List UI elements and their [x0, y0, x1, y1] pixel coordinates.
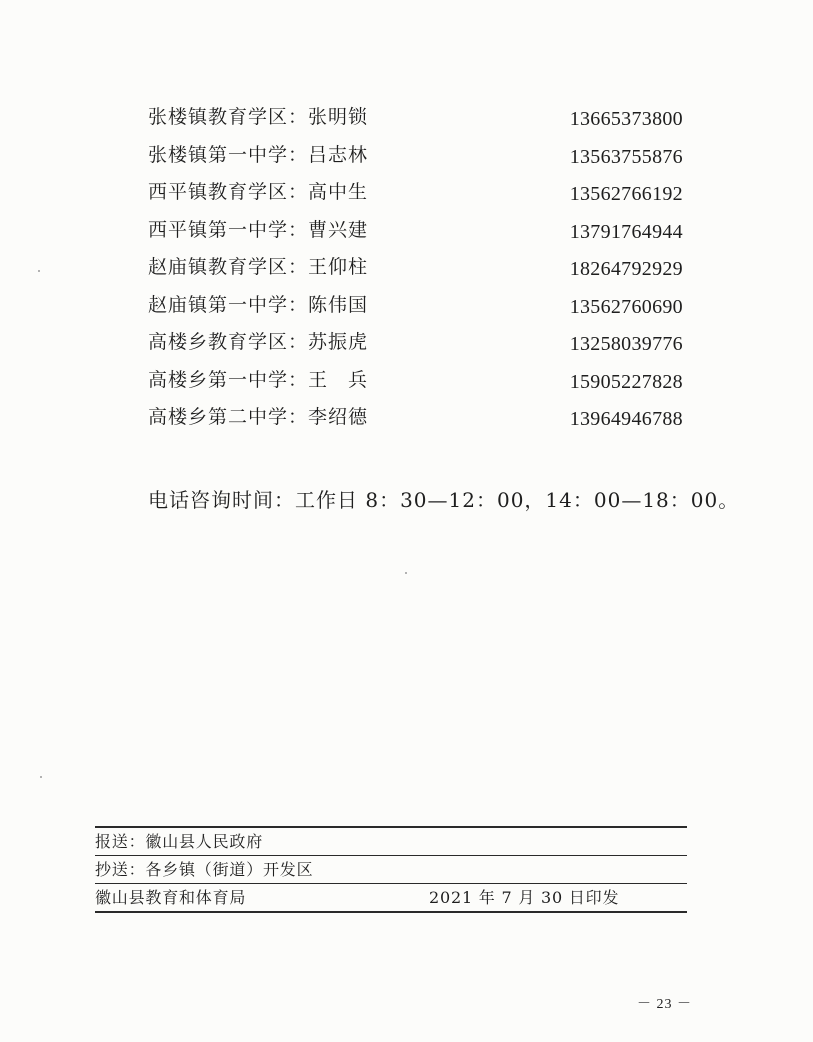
issue-date: 2021 年 7 月 30 日印发	[429, 888, 620, 907]
contact-label: 高楼乡第一中学：王 兵	[148, 368, 369, 391]
consultation-hours: 电话咨询时间：工作日 8：30—12：00，14：00—18：00。	[148, 488, 740, 512]
contact-label: 西平镇教育学区：高中生	[148, 181, 369, 203]
contact-phone: 13562766192	[569, 183, 683, 205]
contact-row	[148, 100, 693, 138]
contact-label: 高楼乡教育学区：苏振虎	[148, 331, 369, 353]
distribution-block	[95, 826, 687, 913]
contact-phone: 13258039776	[569, 333, 683, 355]
contact-label: 赵庙镇教育学区：王仰柱	[148, 256, 369, 278]
contact-row	[148, 363, 693, 401]
divider-line	[95, 911, 687, 913]
contact-row	[148, 175, 693, 213]
contact-label: 赵庙镇第一中学：陈伟国	[148, 293, 369, 316]
contact-phone: 13665373800	[569, 108, 683, 130]
contact-row	[148, 213, 693, 251]
contact-phone: 13563755876	[569, 145, 683, 168]
contact-phone: 18264792929	[569, 258, 683, 280]
contact-phone: 13791764944	[569, 220, 683, 243]
contact-row	[148, 288, 693, 326]
contact-label: 张楼镇教育学区：张明锁	[148, 106, 369, 128]
copy-to: 抄送：各乡镇（街道）开发区	[95, 860, 314, 879]
scan-speck	[405, 572, 407, 574]
report-to: 报送：徽山县人民政府	[95, 832, 264, 851]
contact-row	[148, 250, 693, 288]
contact-row	[148, 138, 693, 176]
contact-label: 张楼镇第一中学：吕志林	[148, 143, 369, 166]
scan-speck	[38, 270, 40, 272]
issuer: 徽山县教育和体育局	[95, 888, 247, 907]
contact-phone: 13964946788	[569, 408, 683, 430]
page-number: － 23 －	[637, 997, 692, 1012]
issue-row	[95, 884, 687, 911]
scan-speck	[40, 776, 42, 778]
contact-phone: 15905227828	[569, 370, 683, 393]
contact-row	[148, 400, 693, 438]
contact-label: 西平镇第一中学：曹兴建	[148, 218, 369, 241]
contact-list	[148, 100, 693, 438]
contact-row	[148, 325, 693, 363]
contact-label: 高楼乡第二中学：李绍德	[148, 406, 369, 428]
contact-phone: 13562760690	[569, 295, 683, 318]
